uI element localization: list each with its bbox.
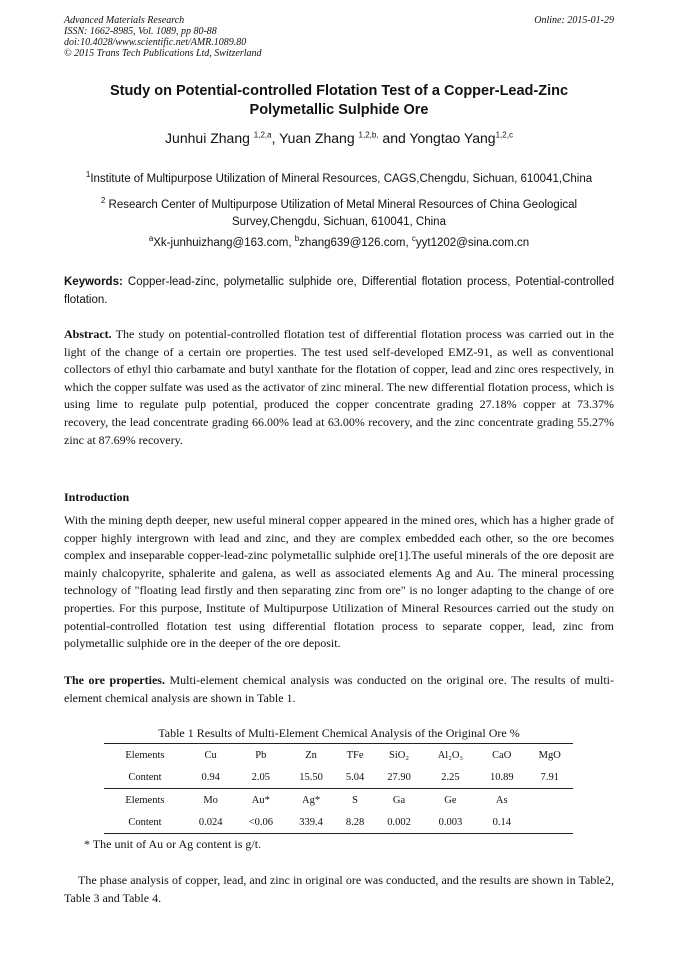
table-footnote: * The unit of Au or Ag content is g/t. [84,837,262,851]
ore-properties-text: Multi-element chemical analysis was conducted on the original ore. The results of multi-element chemical analysis are shown in Table 1. [64,673,615,705]
table-cell: Au* [235,789,286,812]
table-cell: Ge [424,789,477,812]
table-cell: SiO₂ [374,744,424,767]
table-cell: 5.04 [345,771,365,783]
affiliation-text: Survey,Chengdu, Sichuan, 610041, China [232,215,446,228]
table-row [104,811,573,834]
email: Xk-junhuizhang@163.com, [153,236,295,249]
table-cell: 0.003 [424,811,477,834]
table-cell: <0.06 [235,811,286,834]
author-sep: and [378,130,410,146]
introduction-paragraph [64,512,614,653]
doi-line: doi:10.4028/www.scientific.net/AMR.1089.80 [64,37,247,48]
affiliation-sup: 1 [85,170,91,179]
title-line-2: Polymetallic Sulphide Ore [249,102,429,118]
row-label: Elements [104,744,186,767]
introduction-text: With the mining depth deeper, new useful mineral copper appeared in the mined ores, which has a higher grade of copper highly intergrown with lead and zinc, and they are complex embedded each other, so the ore becomes complex and inseparable copper-lead-zinc polymetallic sulphide ore[1].The useful minerals of the ore deposit are mainly chalcopyrite, sphalerite and galena, as well as associated elements Ag and Au. The mineral processing technology of "floating lead firstly and then separating zinc from ore" is no longer adapting to the change of ore properties. For this purpose, Institute of Multipurpose Utilization of Mineral Resources carried out the study on potential-controlled flotation test using differential flotation process to separate copper, lead, zinc from polymetallic sulphide ore in the deeper of the ore deposit. [64,513,614,651]
table-cell: 0.002 [374,811,424,834]
table-cell: Ag* [286,789,336,812]
table-cell: S [336,789,375,812]
table-cell: Mo [186,789,236,812]
abstract [64,326,614,449]
table-row [104,789,573,812]
ore-properties-paragraph [64,672,614,707]
table-cell: Al₂O₃ [424,744,477,767]
section-heading-introduction: Introduction [64,490,130,504]
title-line-1: Study on Potential-controlled Flotation Test of a Copper-Lead-Zinc [109,83,569,99]
table-cell: Pb [235,744,286,767]
table-cell: Cu [186,744,236,767]
abstract-text: The study on potential-controlled flotation test of differential flotation process was carried out in the light of the change of a certain ore properties. The test used self-developed EMZ-91, as well as conventional collectors of ethyl thio carbamate and butyl xanthate for the flotation of copper, lead and zinc ores respectively, in which the copper sulfate was used as the activator of zinc mineral. The new differential flotation process, which is using lime to regulate pulp potential, produced the copper concentrate grading 27.18% copper at 73.37% recovery, the lead concentrate grading 66.00% lead at 63.00% recovery, and the zinc concentrate grading 55.27% zinc at 87.69% recovery. [64,327,614,447]
keywords-text: Copper-lead-zinc, polymetallic sulphide ore, Differential flotation process, Potential-controlled flotation. [64,276,614,306]
row-label: Elements [104,789,186,812]
table-cell [527,789,573,812]
table-cell: 0.14 [477,811,527,834]
author-name: Yongtao Yang [409,130,496,146]
table-cell: TFe [336,744,375,767]
affiliation-1 [64,166,614,188]
author-sep: , [271,130,276,146]
email-list [64,234,614,249]
table-cell [527,811,573,834]
author-sup: 1,2,a [253,130,272,140]
table-cell: 0.024 [186,811,236,834]
chemical-analysis-table [104,743,573,834]
row-label: Content [104,811,186,834]
table-cell: As [477,789,527,812]
email: zhang639@126.com, [299,236,412,249]
affiliation-text: Institute of Multipurpose Utilization of Mineral Resources, CAGS,Chengdu, Sichuan, 610041,China [90,172,593,185]
abstract-label: Abstract. [64,327,112,341]
table-cell: 2.25 [441,771,460,783]
email-sup: b [294,234,300,243]
author-name: Yuan Zhang [279,130,355,146]
ore-properties-label: The ore properties. [64,673,165,687]
table-cell: 8.28 [336,811,375,834]
keywords-label: Keywords: [64,276,123,288]
email-sup: a [148,234,154,243]
journal-name: Advanced Materials Research [64,15,185,26]
table-cell: Ga [374,789,424,812]
table-row [104,766,573,789]
table-cell: 339.4 [286,811,336,834]
row-label: Content [128,771,162,783]
author-sup: 1,2,c [495,130,513,140]
table-cell: 10.89 [489,771,514,783]
email: yyt1202@sina.com.cn [415,236,530,249]
author-name: Junhui Zhang [165,130,250,146]
author-sup: 1,2,b, [358,130,379,140]
table-row [104,744,573,767]
keywords [64,273,614,309]
author-list [64,130,614,146]
table-cell: 27.90 [387,771,411,783]
table-cell: Zn [286,744,336,767]
table-cell: 2.05 [251,771,271,783]
online-date: Online: 2015-01-29 [534,15,614,26]
paper-title [64,82,614,120]
table-cell: CaO [477,744,527,767]
affiliation-sup: 2 [100,196,106,205]
copyright-line: © 2015 Trans Tech Publications Ltd, Switzerland [64,48,262,59]
email-sup: c [411,234,416,243]
issn-line: ISSN: 1662-8985, Vol. 1089, pp 80-88 [64,26,217,37]
table-cell: 0.94 [201,771,220,783]
affiliation-text: Research Center of Multipurpose Utilization of Metal Mineral Resources of China Geological [105,198,578,211]
table-cell: MgO [527,744,573,767]
table-cell: 7.91 [540,771,559,783]
journal-header [64,15,262,59]
table-cell: 15.50 [299,771,323,783]
affiliation-2 [64,192,614,231]
phase-analysis-paragraph: The phase analysis of copper, lead, and zinc in original ore was conducted, and the results are shown in Table2, Table 3 and Table 4. [64,873,614,905]
table-caption: Table 1 Results of Multi-Element Chemical Analysis of the Original Ore % [158,726,520,740]
